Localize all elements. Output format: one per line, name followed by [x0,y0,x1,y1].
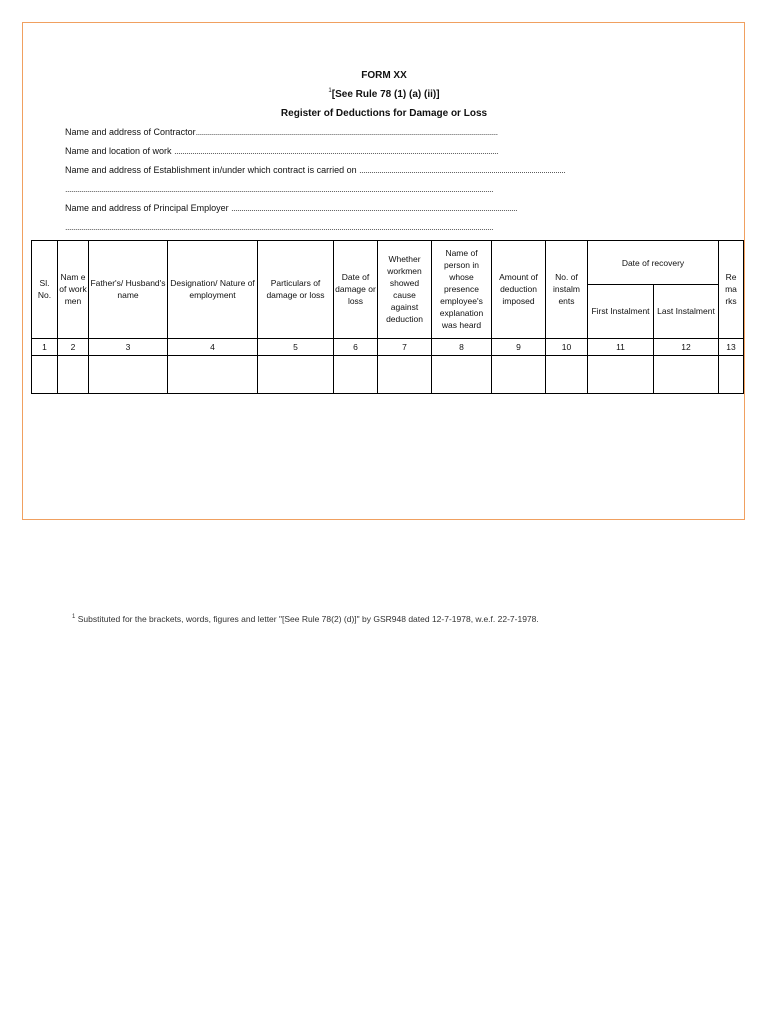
field-work-location [65,146,699,156]
field-establishment [65,165,699,175]
header-no-of-instalments: No. of instalm ents [546,241,588,339]
table-cell[interactable] [492,355,546,393]
column-number-row [32,338,744,355]
table-cell[interactable] [334,355,378,393]
column-number: 8 [432,338,492,355]
table-cell[interactable] [546,355,588,393]
field-dots: .................................................................................................................................................................. [174,146,499,156]
header-showed-cause: Whether workmen showed cause against deduction [378,241,432,339]
table-cell[interactable] [258,355,334,393]
table-cell[interactable] [719,355,744,393]
field-dots: ....................................................................................................... [359,165,566,175]
rule-text: [See Rule 78 (1) (a) (ii)] [331,89,440,100]
header-first-instalment: First Instalment [588,285,654,338]
field-establishment-cont [65,184,699,194]
footnote-text: Substituted for the brackets, words, figures and letter "[See Rule 78(2) (d)]" by GSR948 dated 12-7-1978, w.e.f. 22-7-1978. [75,614,539,624]
column-number: 7 [378,338,432,355]
form-subtitle: Register of Deductions for Damage or Loss [280,108,488,119]
header-amount-of-deduction: Amount of deduction imposed [492,241,546,339]
column-number: 2 [58,338,89,355]
field-contractor [65,127,699,137]
table-row [32,355,744,393]
header-date-of-recovery: Date of recovery [588,241,719,285]
header-row [32,241,744,285]
column-number: 3 [89,338,168,355]
column-number: 4 [168,338,258,355]
header-designation: Designation/ Nature of employment [168,241,258,339]
form-rule [0,89,768,100]
field-label: Name and address of Contractor [65,127,196,137]
column-number: 13 [719,338,744,355]
field-label: Name and location of work [65,146,175,156]
footnote [72,614,539,624]
form-title: FORM XX [361,70,407,81]
column-number: 9 [492,338,546,355]
column-number: 10 [546,338,588,355]
field-principal-employer-cont [65,222,699,232]
footnote-marker: 1 [72,614,76,620]
column-number: 12 [654,338,719,355]
rule-footnote-marker: 1 [328,88,332,94]
table-cell[interactable] [168,355,258,393]
column-number: 1 [32,338,58,355]
header-name-of-workmen: Nam e of work men [58,241,89,339]
column-number: 11 [588,338,654,355]
header-person-present: Name of person in whose presence employee's explanation was heard [432,241,492,339]
field-label: Name and address of Principal Employer [65,203,232,213]
header-last-instalment: Last Instalment [654,285,719,338]
table-cell[interactable] [378,355,432,393]
deductions-register-table [31,240,744,394]
table-cell[interactable] [432,355,492,393]
table-cell[interactable] [32,355,58,393]
field-dots: ....................................................................................................................................................... [195,127,498,137]
header-particulars: Particulars of damage or loss [258,241,334,339]
table-cell[interactable] [58,355,89,393]
table-cell[interactable] [89,355,168,393]
column-number: 6 [334,338,378,355]
field-dots: ...................................................................................................................................................................................................................... [65,184,494,194]
field-dots: ............................................................................................................................................... [231,203,518,213]
table-cell[interactable] [654,355,719,393]
header-fathers-husbands-name: Father's/ Husband's name [89,241,168,339]
column-number: 5 [258,338,334,355]
table-cell[interactable] [588,355,654,393]
field-dots: ...................................................................................................................................................................................................................... [65,222,494,232]
field-principal-employer [65,203,699,213]
header-sl-no: Sl. No. [32,241,58,339]
header-remarks: Re ma rks [719,241,744,339]
field-label: Name and address of Establishment in/under which contract is carried on [65,165,360,175]
header-date-of-damage: Date of damage or loss [334,241,378,339]
